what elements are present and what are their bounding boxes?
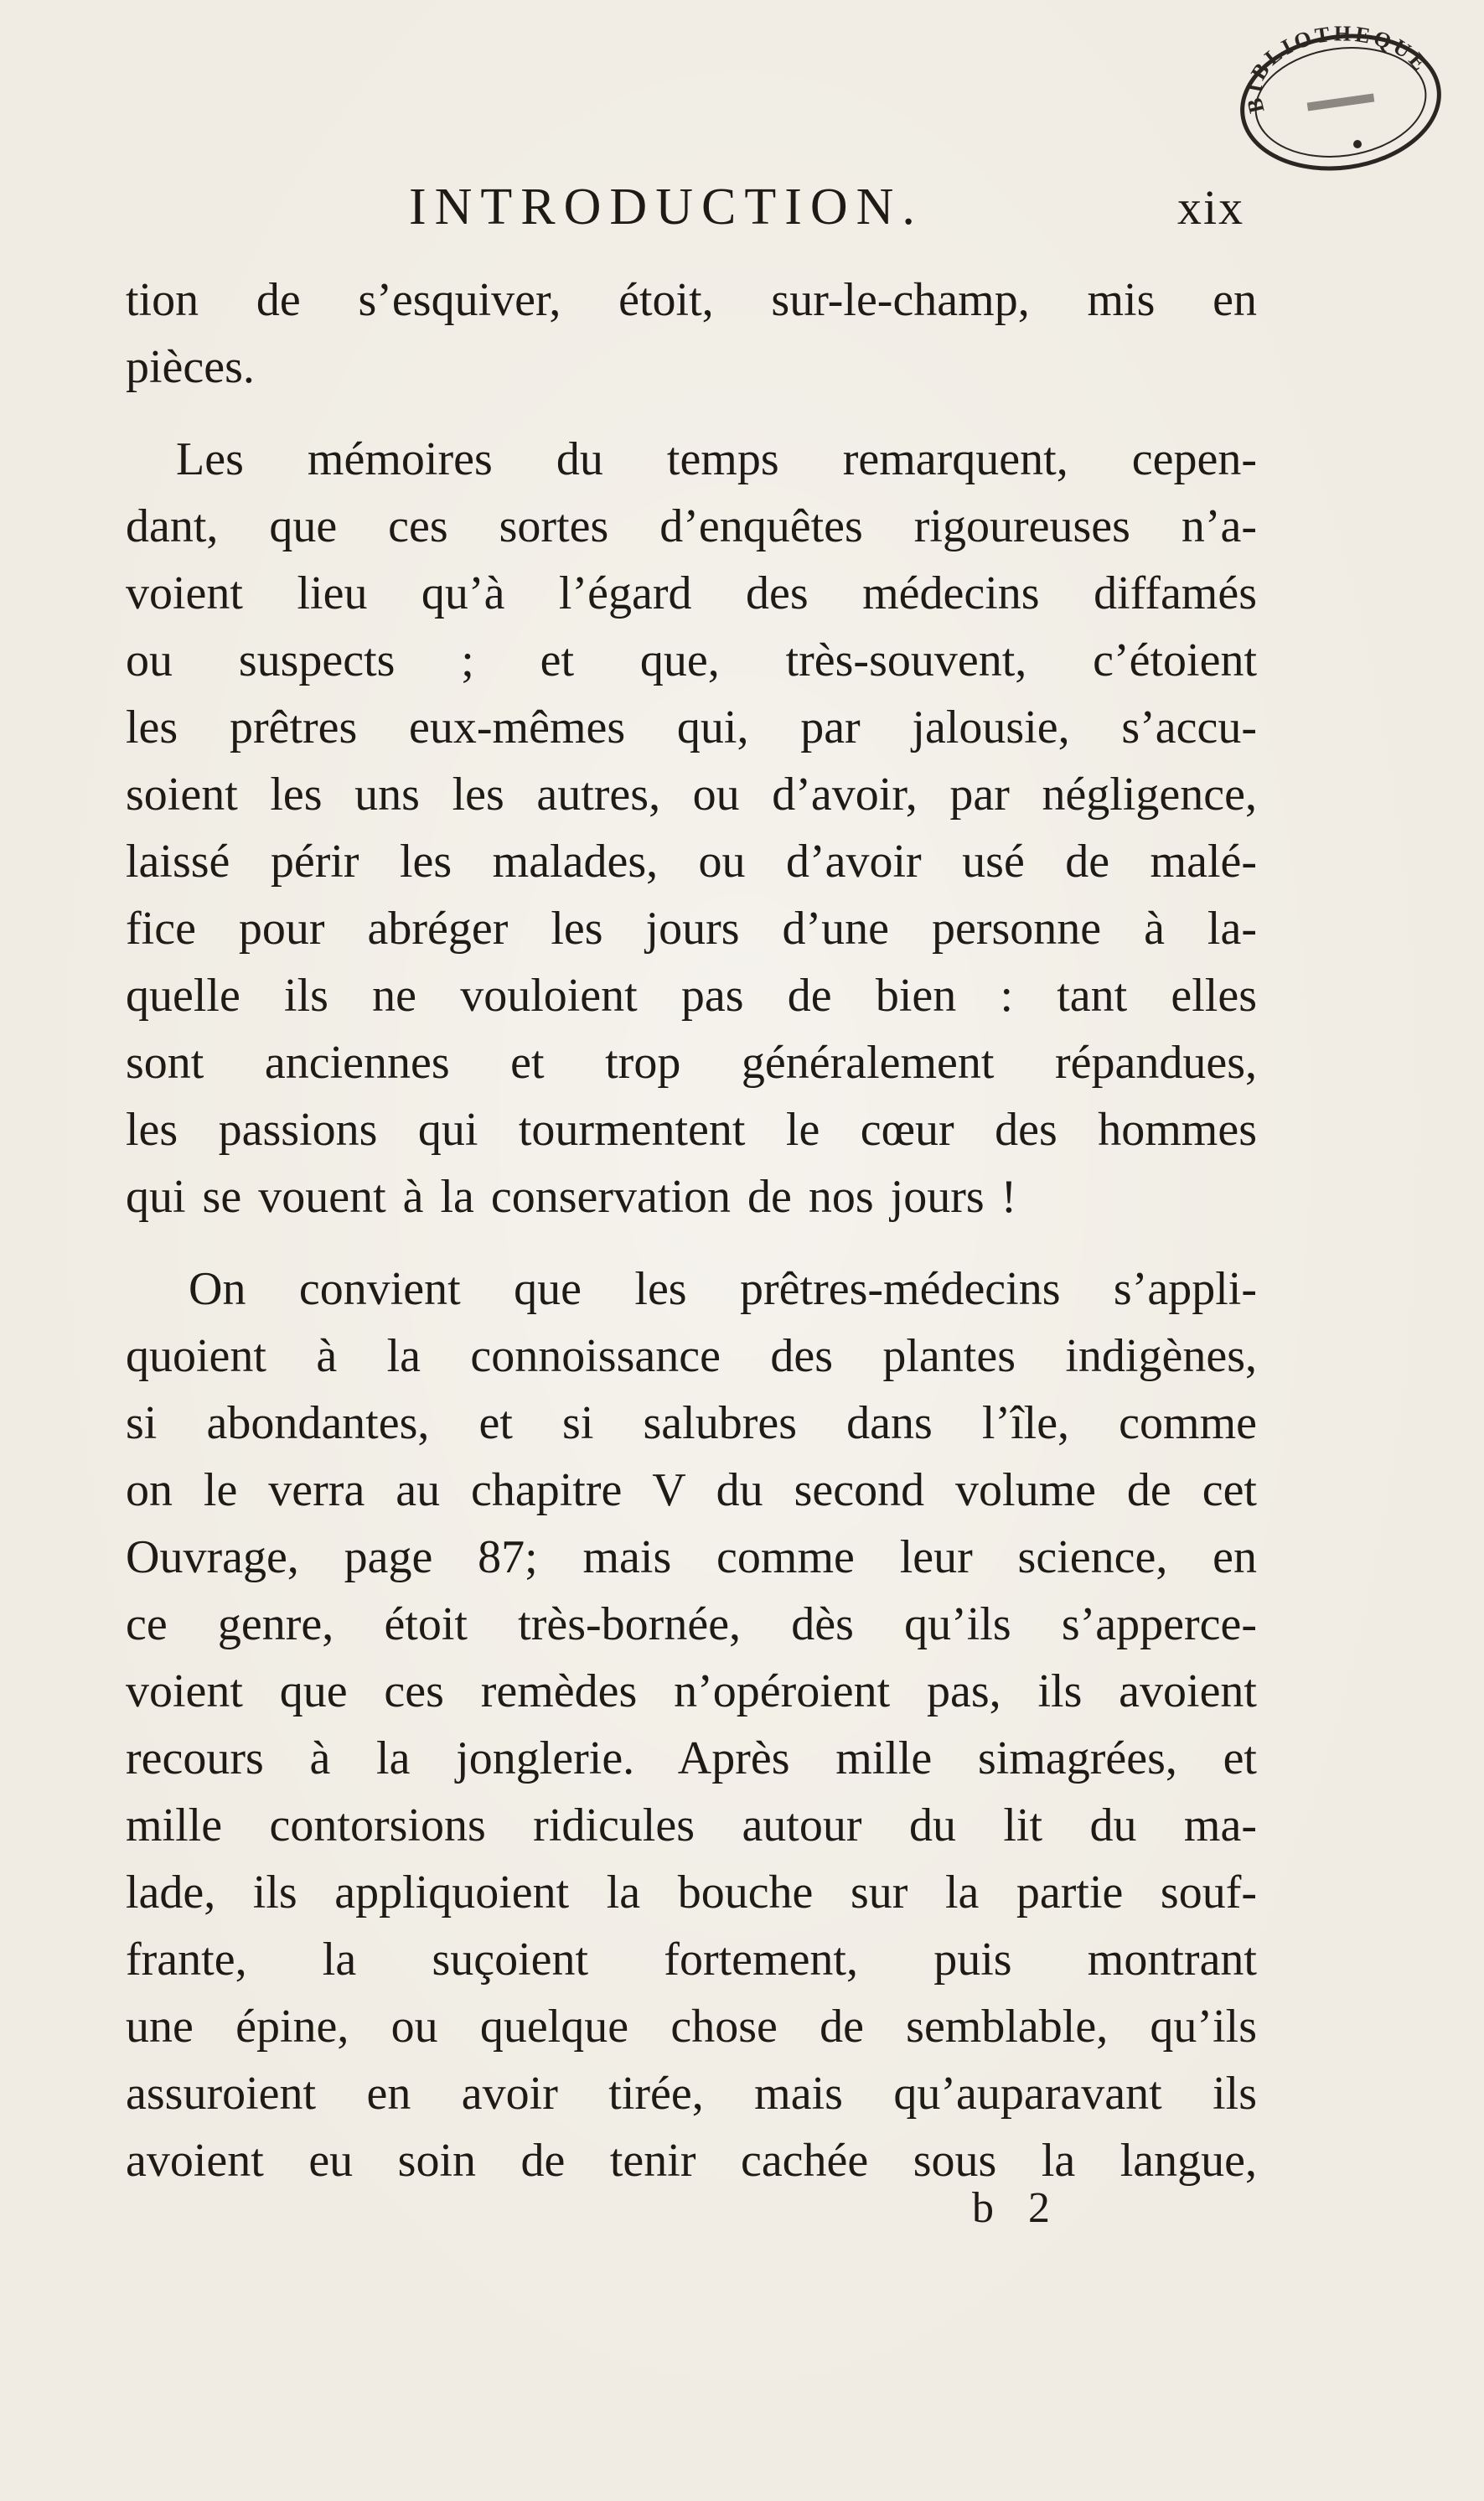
stamp-text: BIBLIOTHEQUE (1241, 21, 1435, 116)
page-number: xix (1177, 180, 1245, 235)
text-line: recours à la jonglerie. Après mille simagrées, et (126, 1732, 1257, 1784)
text-line: laissé périr les malades, ou d’avoir usé de malé- (126, 836, 1257, 888)
running-head (0, 178, 1484, 245)
text-line: Les mémoires du temps remarquent, cepen- (176, 433, 1257, 485)
text-line: quoient à la connoissance des plantes indigènes, (126, 1330, 1257, 1382)
text-line: voient que ces remèdes n’opéroient pas, ils avoient (126, 1665, 1257, 1717)
text-line: assuroient en avoir tirée, mais qu’auparavant ils (126, 2068, 1257, 2120)
text-line: si abondantes, et si salubres dans l’île, comme (126, 1397, 1257, 1449)
text-line: ce genre, étoit très-bornée, dès qu’ils s’apperce- (126, 1598, 1257, 1650)
page-title: INTRODUCTION. (409, 179, 923, 236)
text-line: sont anciennes et trop généralement répandues, (126, 1037, 1257, 1089)
text-line: on le verra au chapitre V du second volume de cet (126, 1464, 1257, 1516)
signature-mark: b 2 (972, 2184, 1062, 2232)
text-line: pièces. (126, 341, 255, 393)
text-line: les passions qui tourmentent le cœur des hommes (126, 1104, 1257, 1156)
text-line: voient lieu qu’à l’égard des médecins diffamés (126, 567, 1257, 619)
text-line: ou suspects ; et que, très-souvent, c’étoient (126, 634, 1257, 686)
text-line: mille contorsions ridicules autour du lit du ma- (126, 1799, 1257, 1851)
text-line: soient les uns les autres, ou d’avoir, par négligence, (126, 769, 1257, 821)
text-line: quelle ils ne vouloient pas de bien : tant elles (126, 970, 1257, 1022)
text-line: dant, que ces sortes d’enquêtes rigoureuses n’a- (126, 500, 1257, 552)
text-line: frante, la suçoient fortement, puis montrant (126, 1934, 1257, 1986)
text-line: les prêtres eux-mêmes qui, par jalousie, s’accu- (126, 702, 1257, 753)
library-stamp (1232, 18, 1450, 186)
text-line: fice pour abréger les jours d’une personne à la- (126, 903, 1257, 955)
text-line: avoient eu soin de tenir cachée sous la langue, (126, 2135, 1257, 2187)
text-line: Ouvrage, page 87; mais comme leur science, en (126, 1531, 1257, 1583)
text-line: On convient que les prêtres-médecins s’appli- (189, 1263, 1257, 1315)
text-line: une épine, ou quelque chose de semblable, qu’ils (126, 2001, 1257, 2053)
text-line: tion de s’esquiver, étoit, sur-le-champ, mis en (126, 274, 1257, 326)
text-line: lade, ils appliquoient la bouche sur la partie souf- (126, 1867, 1257, 1918)
text-line: qui se vouent à la conservation de nos jours ! (126, 1171, 1017, 1223)
